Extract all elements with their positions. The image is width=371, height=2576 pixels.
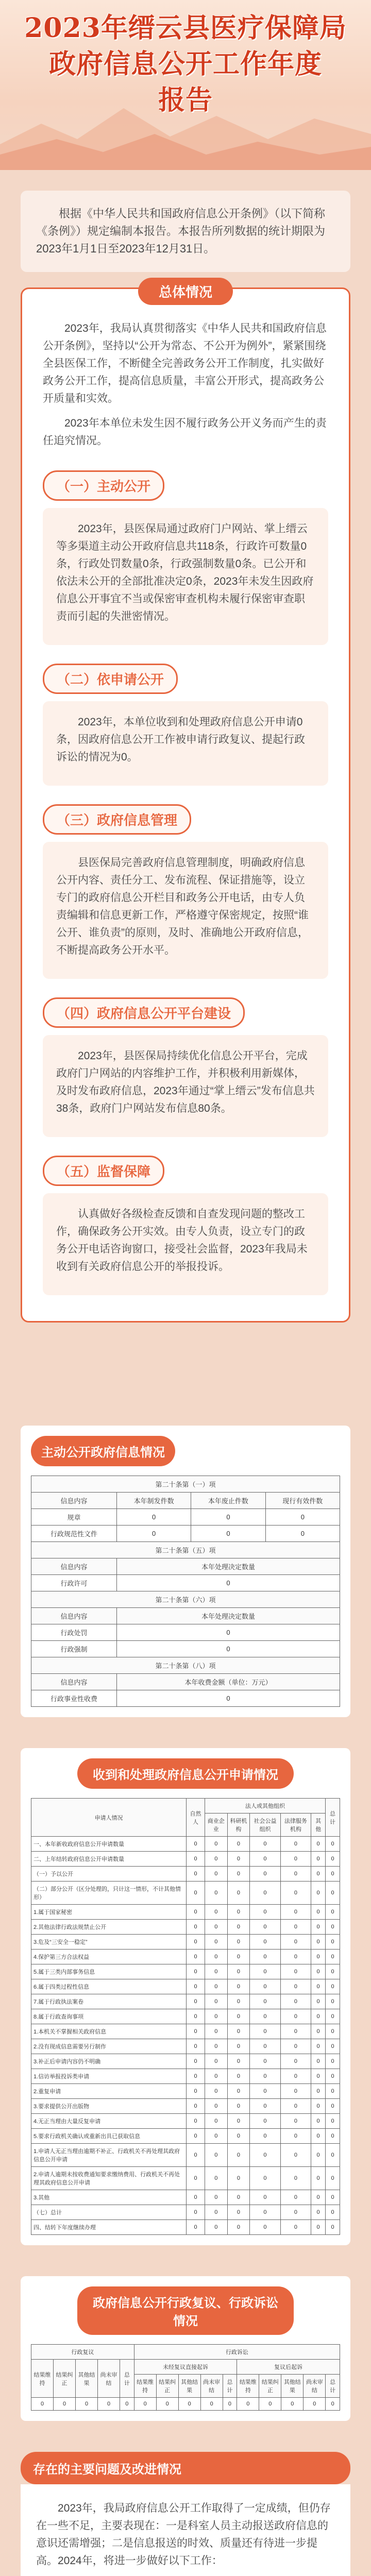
table-header-cell: 行政复议 [31,2345,134,2360]
table-row: （二）部分公开（区分处理的，只计这一情形，不计其他情形） 0 0 0 0 0 0 0 [31,1882,340,1905]
table-header-cell: 行政诉讼 [134,2345,340,2360]
subsection-request [43,650,328,786]
summary-paragraph: 2023年，我局政府信息公开工作取得了一定成绩，但仍存在一些不足，主要表现在：一是科室人员主动报送政府信息的意识还需增强；二是信息报送的时效、质量还有待进一步提高。2024年，将进一步做好以下工作： [36,2502,331,2567]
table-header-cell: 法人或其他组织 [205,1799,325,1814]
intro-text: 根据《中华人民共和国政府信息公开条例》（以下简称《条例》）规定编制本报告。本报告所列数据的统计期限为2023年1月1日至2023年12月31日。 [21,191,350,272]
subsection-title: （二）依申请公开 [43,664,178,694]
summary-title: 存在的主要问题及改进情况 [21,2452,350,2484]
table-row: 2.其他法律行政法规禁止公开 0 0 0 0 0 0 0 [31,1920,340,1935]
table-row: 4.无正当理由大量反复申请 0 0 0 0 0 0 0 [31,2114,340,2129]
table-row: 行政强制 0 [31,1641,340,1657]
table-section: 第二十条第（六）项 [31,1591,340,1608]
table-header-cell: 信息内容 [31,1558,117,1575]
table-row: （七）总计 0 0 0 0 0 0 0 [31,2205,340,2220]
table-title: 收到和处理政府信息公开申请情况 [77,1758,294,1789]
table-row: 6.属于四类过程性信息 0 0 0 0 0 0 0 [31,1979,340,1994]
subsection-active [43,457,328,645]
table-row: 3.要求提供公开出版物 0 0 0 0 0 0 0 [31,2099,340,2114]
table-row: 5.属于三类内部事务信息 0 0 0 0 0 0 0 [31,1964,340,1979]
application-table: 申请人情况 自然人 法人或其他组织 总计 商业企业 科研机构 社会公益组织 法律服务机构 其他 一、本年新收政府信息公开申请数量 0 0 0 0 0 0 0 二、上年结转政府信息公开申请数量 0 0 0 0 0 0 0 （一）予以公开 0 0 0 0 0 0 0 （二）部分公开（区分处理的，只计这一情形，不计其他情形） 0 0 0 0 0 0 0 1.属于国家秘密 0 0 0 0 0 0 0 2.其他法律行政法规禁止公开 0 0 0 0 0 0 0 3.危及“三安全一稳定” 0 0 0 0 0 0 0 4.保护第三方合法权益 0 0 0 0 0 0 0 5.属于三类内部事务信息 0 0 0 0 0 0 0 6.属于四类过程性信息 0 0 0 0 0 0 0 7.属于行政执法案卷 0 0 0 0 0 0 0 8.属于行政查询事项 0 0 0 0 0 0 0 1.本机关不掌握相关政府信息 0 0 0 0 0 0 0 2.没有现成信息需要另行制作 0 0 0 0 0 0 0 3.补正后申请内容仍不明确 0 0 0 0 0 0 0 1.信访举报投诉类申请 0 0 0 0 0 0 0 2.重复申请 0 0 0 0 0 0 0 3.要求提供公开出版物 0 0 0 0 0 0 0 4.无正当理由大量反复申请 0 0 0 0 0 0 0 5.要求行政机关确认或重新出具已获取信息 0 0 0 0 0 0 0 1.申请人无正当理由逾期不补正、行政机关不再处理其政府信息公开申请 0 0 0 0 0 0 0 2.申请人逾期未按收费通知要求缴纳费用、行政机关不再处理其政府信息公开申请 0 0 0 0 0 0 0 3.其他 0 0 0 0 0 0 0 （七）总计 0 0 0 0 0 0 0 四、结转下年度继续办理 0 0 0 0 0 0 0 [31,1798,340,2235]
subsection-title: （四）政府信息公开平台建设 [43,997,245,1028]
general-tag: 总体情况 [138,278,233,305]
table-header-cell: 本年收费金额（单位：万元） [116,1674,340,1690]
table-row: 行政规范性文件 0 0 0 [31,1526,340,1542]
table-row: 4.保护第三方合法权益 0 0 0 0 0 0 0 [31,1950,340,1964]
table-header-cell: 信息内容 [31,1608,117,1624]
table-row: 3.其他 0 0 0 0 0 0 0 [31,2190,340,2205]
table-header-cell: 本年制发件数 [116,1493,191,1509]
table-row: 8.属于行政查询事项 0 0 0 0 0 0 0 [31,2009,340,2024]
review-table-card [21,2276,350,2421]
table-row: 1.信访举报投诉类申请 0 0 0 0 0 0 0 [31,2069,340,2084]
general-paragraph: 2023年，我局认真贯彻落实《中华人民共和国政府信息公开条例》，坚持以“公开为常态、不公开为例外”，紧紧围绕全县医保工作，不断健全完善政务公开工作制度，扎实做好政务公开工作，提高信息质量，丰富公开形式，提高政务公开质量和实效。 [43,323,327,404]
table-header-cell: 本年处理决定数量 [116,1608,340,1624]
table-row: 3.补正后申请内容仍不明确 0 0 0 0 0 0 0 [31,2054,340,2069]
general-paragraph: 2023年本单位未发生因不履行政务公开义务而产生的责任追究情况。 [43,417,327,447]
table-row: （一）予以公开 0 0 0 0 0 0 0 [31,1867,340,1882]
subsection-text: 2023年，县医保局通过政府门户网站、掌上缙云等多渠道主动公开政府信息共118条，行政许可数量0条，行政处罚数量0条，行政强制数量0条。已公开和依法未公开的全部批准决定0条，2023年未发生因政府信息公开事宜不当或保密审查机构未履行保密审查职责而引起的失泄密情况。 [56,523,314,622]
title-line-3: 报告 [158,84,213,116]
table-row: 3.危及“三安全一稳定” 0 0 0 0 0 0 0 [31,1935,340,1950]
application-table-card [21,1748,350,2245]
table-row: 1.申请人无正当理由逾期不补正、行政机关不再处理其政府信息公开申请 0 0 0 0 0 0 0 [31,2144,340,2167]
subsection-text: 2023年，县医保局持续优化信息公开平台，完成政府门户网站的内容维护工作，并积极利用新媒体，及时发布政府信息，2023年通过“掌上缙云”发布信息共38条，政府门户网站发布信息80条。 [56,1050,315,1114]
report-header [0,0,371,170]
subsection-supervision [43,1142,328,1295]
table-title: 政府信息公开行政复议、行政诉讼情况 [77,2286,294,2335]
subsection-text: 2023年，本单位收到和处理政府信息公开申请0条，因政府信息公开工作被申请行政复议、提起行政诉讼的情况为0。 [56,716,305,763]
table-section: 第二十条第（一）项 [31,1476,340,1493]
table-row: 四、结转下年度继续办理 0 0 0 0 0 0 0 [31,2220,340,2235]
title-line-1: 2023年缙云县医疗保障局 [24,12,347,44]
table-row: 0 0 0 0 0 0 0 0 0 0 0 0 0 0 0 [31,2398,340,2411]
table-row: 1.本机关不掌握相关政府信息 0 0 0 0 0 0 0 [31,2024,340,2039]
table-header-cell: 现行有效件数 [265,1493,340,1509]
table-row: 行政处罚 0 [31,1624,340,1641]
table-row: 行政事业性收费 0 [31,1690,340,1707]
subsection-platform [43,984,328,1137]
table-section: 第二十条第（八）项 [31,1657,340,1674]
table-row: 一、本年新收政府信息公开申请数量 0 0 0 0 0 0 0 [31,1837,340,1852]
table-row: 7.属于行政执法案卷 0 0 0 0 0 0 0 [31,1994,340,2009]
subsection-title: （三）政府信息管理 [43,804,191,835]
table-row: 规章 0 0 0 [31,1509,340,1526]
table-header-cell: 本年废止件数 [191,1493,265,1509]
subsection-text: 认真做好各级检查反馈和自查发现问题的整改工作，确保政务公开实效。由专人负责，设立专门的政务公开电话咨询窗口，接受社会监督，2023年我局未收到有关政府信息公开的举报投诉。 [56,1208,308,1273]
table-header-cell: 申请人情况 [31,1799,187,1837]
subsection-title: （五）监督保障 [43,1156,164,1186]
table-row: 2.重复申请 0 0 0 0 0 0 0 [31,2084,340,2099]
review-table: 行政复议 行政诉讼 结果维持 结果纠正 其他结果 尚未审结 总计 未经复议直接起诉 复议后起诉 结果维持 结果纠正 其他结果 尚未审结 总计 结果维持 结果纠正 其他结果 尚未审结 总计 0 0 0 0 0 0 0 0 0 0 0 0 0 0 0 [31,2344,340,2411]
subsection-management [43,791,328,979]
table-header-cell: 总计 [326,1799,340,1837]
general-section [21,284,350,1323]
active-disclosure-table-card [21,1426,350,1717]
table-row: 2.没有现成信息需要另行制作 0 0 0 0 0 0 0 [31,2039,340,2054]
table-header-cell: 信息内容 [31,1493,117,1509]
table-row: 5.要求行政机关确认或重新出具已获取信息 0 0 0 0 0 0 0 [31,2129,340,2144]
subsection-title: （一）主动公开 [43,470,164,501]
table-row: 行政许可 0 [31,1575,340,1591]
table-header-cell: 信息内容 [31,1674,117,1690]
subsection-text: 县医保局完善政府信息管理制度，明确政府信息公开内容、责任分工、发布流程、保证措施等，设立专门的政府信息公开栏目和政务公开电话，由专人负责编辑和信息更新工作，严格遵守保密规定，按照“谁公开、谁负责”的原则，及时、准确地公开政府信息，不断提高政务公开水平。 [56,857,309,956]
table-section: 第二十条第（五）项 [31,1542,340,1558]
table-header-cell: 本年处理决定数量 [116,1558,340,1575]
table-row: 2.申请人逾期未按收费通知要求缴纳费用、行政机关不再处理其政府信息公开申请 0 0 0 0 0 0 0 [31,2167,340,2190]
table-header-cell: 自然人 [187,1799,205,1837]
report-title [0,10,371,118]
table-row: 二、上年结转政府信息公开申请数量 0 0 0 0 0 0 0 [31,1852,340,1867]
table-row: 1.属于国家秘密 0 0 0 0 0 0 0 [31,1905,340,1920]
summary-card [21,2484,350,2576]
title-line-2: 政府信息公开工作年度 [48,48,322,80]
active-disclosure-table [31,1476,340,1707]
table-title: 主动公开政府信息情况 [31,1436,175,1466]
